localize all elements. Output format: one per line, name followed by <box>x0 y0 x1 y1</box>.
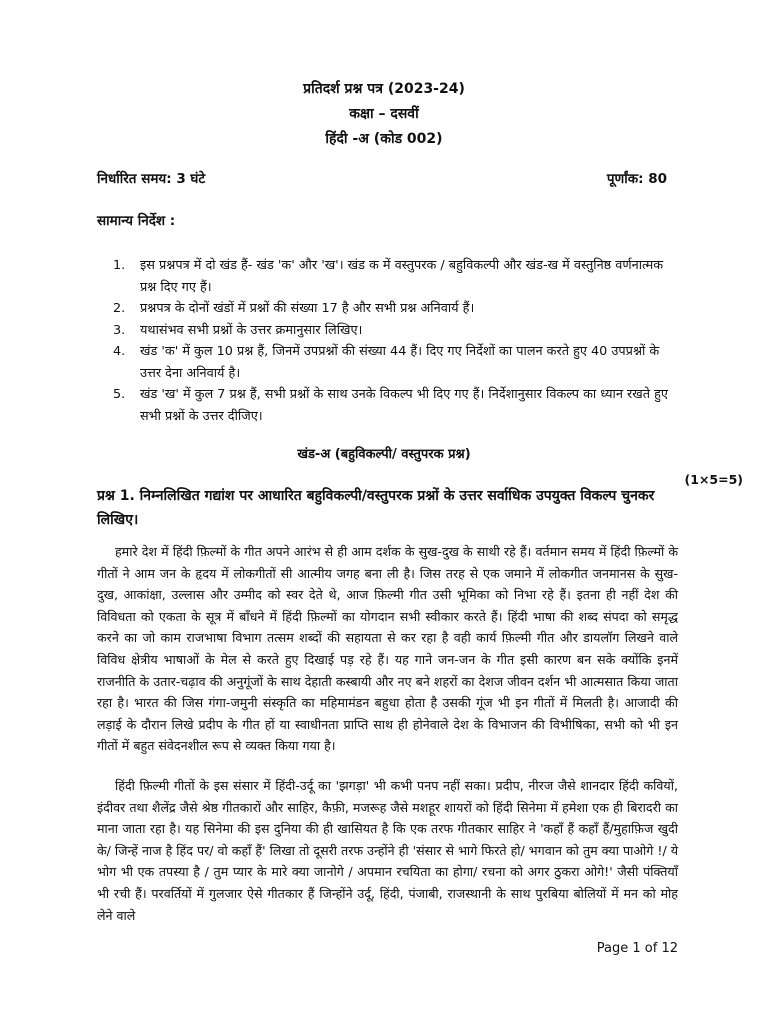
list-number: 3. <box>113 322 126 338</box>
list-number: 2. <box>113 301 126 316</box>
class-title: कक्षा – दसवीं <box>349 106 419 122</box>
subject-title: हिंदी -अ (कोड 002) <box>325 131 443 147</box>
time-allowed: निर्धारित समय: 3 घंटे <box>97 171 206 187</box>
list-item <box>113 384 683 427</box>
list-text: प्रश्नपत्र के दोनों खंडों में प्रश्नों की संख्या 17 है और सभी प्रश्न अनिवार्य हैं। <box>140 301 475 316</box>
list-text: इस प्रश्नपत्र में दो खंड हैं- खंड 'क' और 'ख'। खंड क में वस्तुपरक / बहुविकल्पी और खंड-ख में वस्तुनिष्ठ वर्णनात्मक प्रश्न दिए गए हैं। <box>140 258 664 295</box>
list-number: 4. <box>113 344 126 359</box>
page-number: Page 1 of 12 <box>596 941 678 956</box>
list-number: 1. <box>113 258 126 273</box>
total-marks: पूर्णांक: 80 <box>606 171 667 187</box>
question-marks: (1×5=5) <box>684 472 743 487</box>
list-text: खंड 'ख' में कुल 7 प्रश्न हैं, सभी प्रश्नों के साथ उनके विकल्प भी दिए गए हैं। निर्देशानुसार विकल्प का ध्यान रखते हुए सभी प्रश्नों के उत्तर दीजिए। <box>140 387 668 424</box>
passage-paragraph-2: हिंदी फ़िल्मी गीतों के इस संसार में हिंदी-उर्दू का 'झगड़ा' भी कभी पनप नहीं सका। प्रदीप, नीरज जैसे शानदार हिंदी कवियों, इंदीवर तथा शैलेंद्र जैसे श्रेष्ठ गीतकारों और साहिर, कैफ़ी, मजरूह जैसे मशहूर शायरों को हिंदी सिनेमा में हमेशा एक ही बिरादरी का माना जाता रहा है। यह सिनेमा की इस दुनिया की ही खासियत है कि एक तरफ गीतकार साहिर ने 'कहाँ हैं कहाँ हैं/मुहाफ़िज खुदी के/ जिन्हें नाज है हिंद पर/ वो कहाँ हैं' लिखा तो दूसरी तरफ उन्होंने ही 'संसार से भागे फिरते हो/ भगवान को तुम क्या पाओगे !/ ये भोग भी एक तपस्या है / तुम प्यार के मारे क्या जानोगे / अपमान रचयिता का होगा/ रचना को अगर ठुकरा ओगे!' जैसी पंक्तियाँ भी रची हैं। परवर्तियों में गुलजार ऐसे गीतकार हैं जिन्होंने उर्दू, हिंदी, पंजाबी, राजस्थानी के साथ पुरबिया बोलियों में मन को मोह लेने वाले <box>97 778 678 923</box>
section-title: खंड-अ (बहुविकल्पी/ वस्तुपरक प्रश्न) <box>297 447 471 462</box>
instructions-heading: सामान्य निर्देश : <box>97 213 176 229</box>
list-item <box>113 320 683 342</box>
instructions-list <box>113 255 683 427</box>
question-heading: प्रश्न 1. निम्नलिखित गद्यांश पर आधारित बहुविकल्पी/वस्तुपरक प्रश्नों के उत्तर सर्वाधिक उपयुक्त विकल्प चुनकर लिखिए। <box>97 488 655 528</box>
paper-title: प्रतिदर्श प्रश्न पत्र (2023-24) <box>303 81 465 97</box>
list-item <box>113 255 683 298</box>
list-item <box>113 341 683 384</box>
list-text: खंड 'क' में कुल 10 प्रश्न हैं, जिनमें उपप्रश्नों की संख्या 44 हैं। दिए गए निर्देशों का पालन करते हुए 40 उपप्रश्नों के उत्तर देना अनिवार्य है। <box>140 344 660 381</box>
passage-paragraph-1: हमारे देश में हिंदी फ़िल्मों के गीत अपने आरंभ से ही आम दर्शक के सुख-दुख के साथी रहे हैं। वर्तमान समय में हिंदी फ़िल्मों के गीतों ने आम जन के हृदय में लोकगीतों सी आत्मीय जगह बना ली है। जिस तरह से एक जमाने में लोकगीत जनमानस के सुख-दुख, आकांक्षा, उल्लास और उम्मीद को स्वर देते थे, आज फ़िल्मी गीत उसी भूमिका को निभा रहे हैं। इतना ही नहीं देश की विविधता को एकता के सूत्र में बाँधने में हिंदी फ़िल्मों का योगदान सभी स्वीकार करते हैं। हिंदी भाषा की शब्द संपदा को समृद्ध करने का जो काम राजभाषा विभाग तत्सम शब्दों की सहायता से कर रहा है वही कार्य फ़िल्मी गीत और डायलॉग लिखने वाले विविध क्षेत्रीय भाषाओं के मेल से करते हुए दिखाई पड़ रहे हैं। यह गाने जन-जन के गीत इसी कारण बन सके क्योंकि इनमें राजनीति के उतार-चढ़ाव की अनुगूंजों के साथ देहाती कस्बायी और नए बने शहरों का देशज जीवन दर्शन भी आत्मसात किया जाता रहा है। भारत की जिस गंगा-जमुनी संस्कृति का महिमामंडन बहुधा होता है उसकी गूंज भी इन गीतों में मिलती है। आजादी की लड़ाई के दौरान लिखे प्रदीप के गीत हों या स्वाधीनता प्राप्ति साथ ही होनेवाले देश के विभाजन की विभीषिका, सभी को भी इन गीतों में बहुत संवेदनशील रूप से व्यक्त किया गया है। <box>97 544 678 754</box>
list-text: यथासंभव सभी प्रश्नों के उत्तर क्रमानुसार लिखिए। <box>140 322 363 338</box>
list-number: 5. <box>113 387 126 402</box>
list-item <box>113 298 683 320</box>
